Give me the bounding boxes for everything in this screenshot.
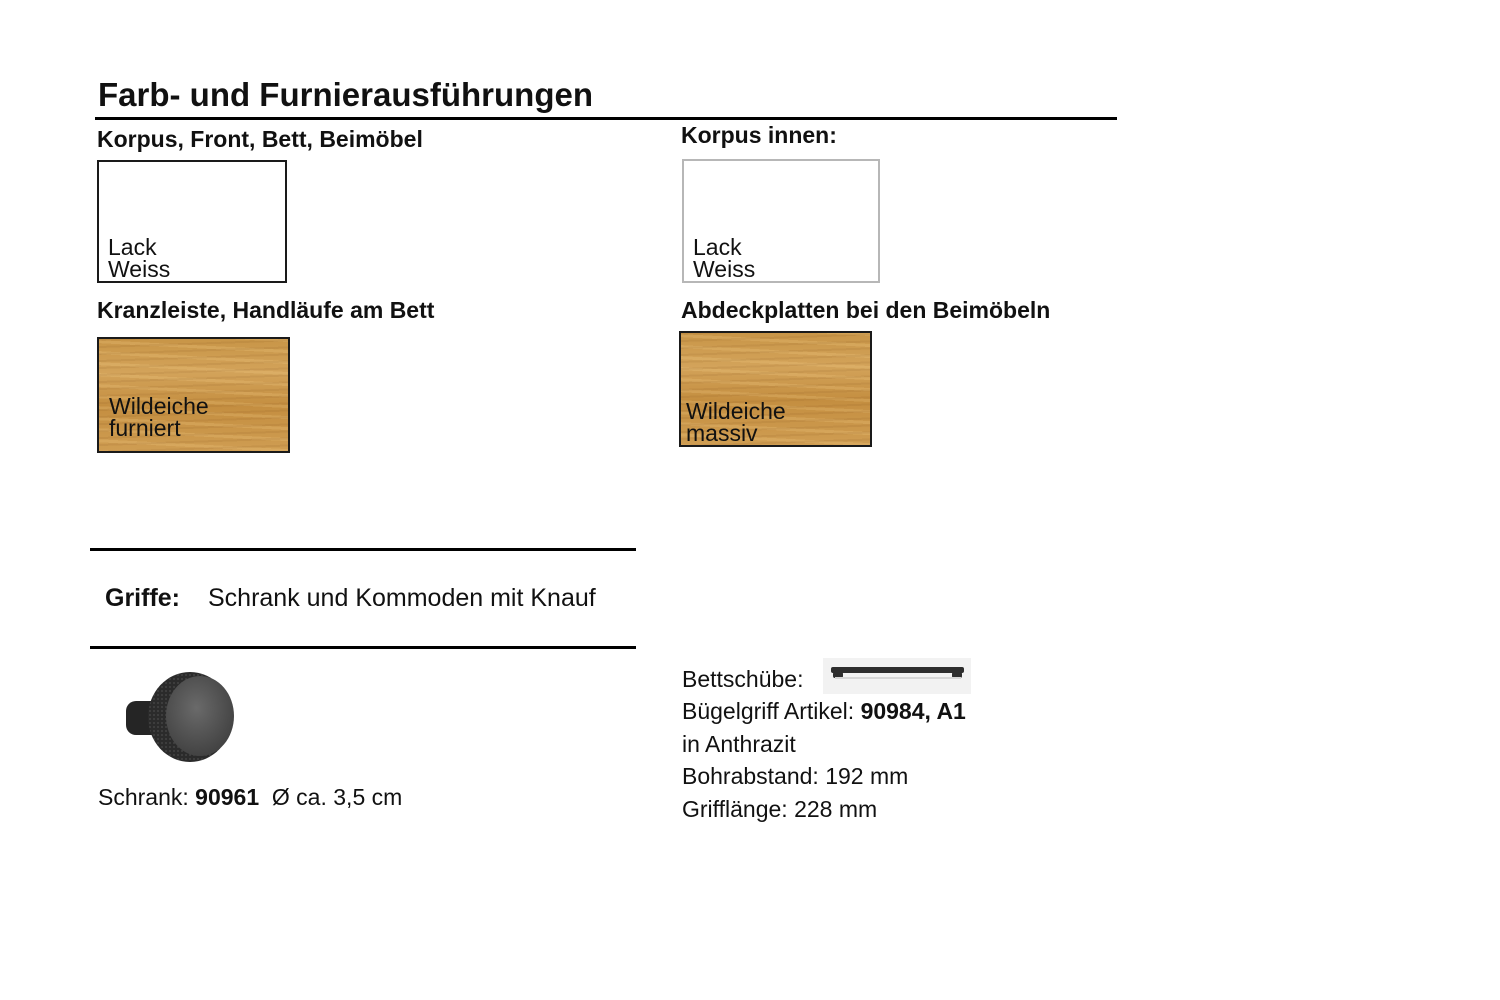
swatch-wildeiche-massiv: [679, 331, 872, 447]
swatch-label-line2: furniert: [109, 415, 181, 441]
swatch-label-line2: Weiss: [693, 256, 756, 282]
section-heading-korpus: Korpus, Front, Bett, Beimöbel: [97, 126, 423, 152]
swatch-lack-weiss-korpus: [97, 160, 287, 283]
bettschuebe-bohrabstand: Bohrabstand: 192 mm: [682, 763, 909, 789]
bettschuebe-label: Bettschübe:: [682, 666, 804, 692]
handle-image: [823, 658, 971, 694]
griffe-bottom-divider: [90, 646, 636, 649]
article-prefix: Bügelgriff Artikel:: [682, 698, 861, 724]
griffe-label: Griffe:: [105, 584, 180, 612]
knob-icon: [104, 657, 254, 777]
page-title: Farb- und Furnierausführungen: [98, 76, 593, 113]
swatch-label-line2: Weiss: [108, 256, 171, 282]
bettschuebe-color: in Anthrazit: [682, 731, 796, 757]
griffe-top-divider: [90, 548, 636, 551]
schrank-article-number: 90961: [195, 784, 260, 810]
schrank-caption: [98, 784, 402, 811]
swatch-wildeiche-furniert: [97, 337, 290, 453]
swatch-label: [693, 236, 755, 280]
bettschuebe-article: [682, 698, 966, 725]
swatch-label-line1: Lack: [108, 234, 157, 260]
article-number: 90984, A1: [860, 698, 966, 724]
bar-handle-icon: [823, 658, 971, 694]
schrank-size: Ø ca. 3,5 cm: [271, 784, 403, 810]
swatch-label: [686, 400, 786, 444]
swatch-label-line1: Wildeiche: [686, 398, 786, 424]
schrank-prefix: Schrank:: [98, 784, 196, 810]
swatch-label: [109, 395, 209, 439]
knob-image: [104, 657, 254, 777]
swatch-lack-weiss-innen: [682, 159, 880, 283]
swatch-label-line1: Wildeiche: [109, 393, 209, 419]
title-divider: [95, 117, 1117, 120]
bettschuebe-grifflaenge: Grifflänge: 228 mm: [682, 796, 878, 822]
section-heading-korpus-innen: Korpus innen:: [681, 122, 837, 148]
swatch-label: [108, 236, 170, 280]
swatch-label-line1: Lack: [693, 234, 742, 260]
section-heading-kranzleiste: Kranzleiste, Handläufe am Bett: [97, 297, 435, 323]
griffe-description: Schrank und Kommoden mit Knauf: [208, 584, 596, 612]
swatch-label-line2: massiv: [686, 420, 758, 446]
section-heading-abdeckplatten: Abdeckplatten bei den Beimöbeln: [681, 297, 1051, 323]
